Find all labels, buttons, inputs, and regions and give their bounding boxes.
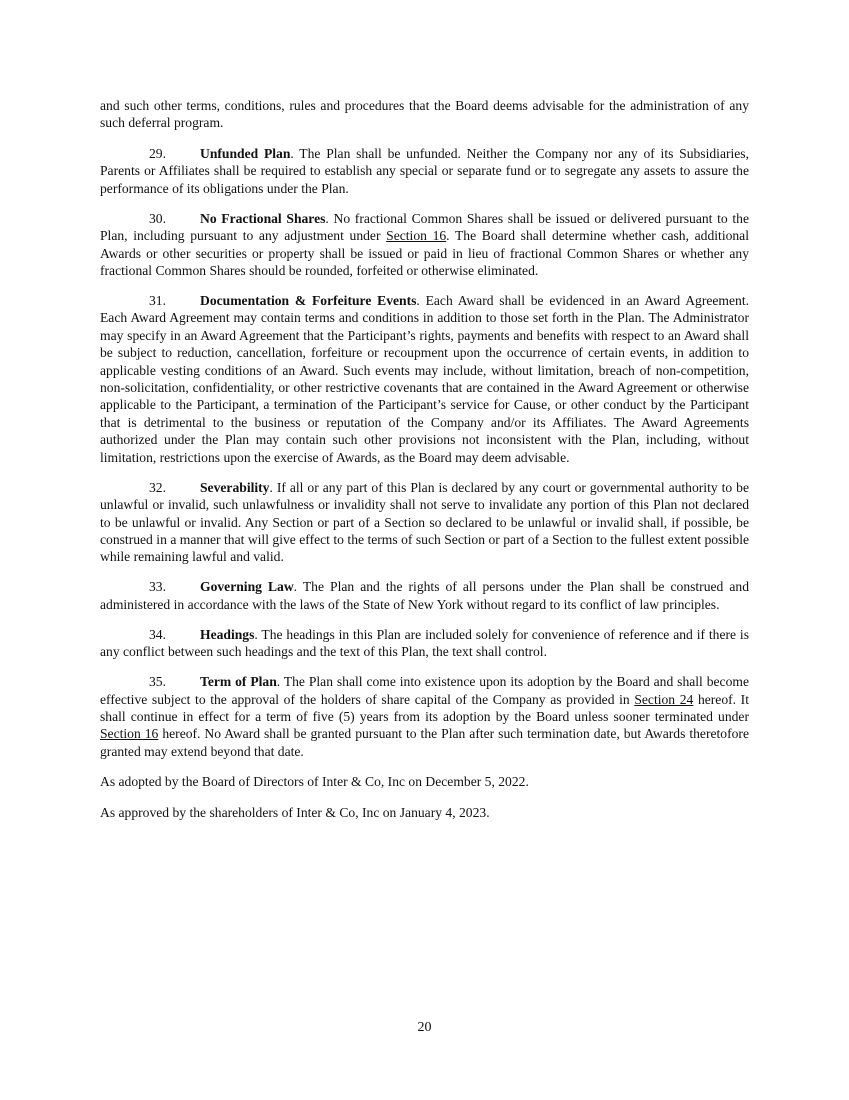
section-text: . The Plan and the rights of all persons under the Plan shall be construed and administered in accordance with the laws of the State of New York without regard to its conflict of law principles. [100,579,749,612]
section-number: 34. [149,626,166,642]
section-heading: No Fractional Shares [200,210,326,226]
section-text: hereof. It shall continue in effect for a term of five (5) years from its adoption by the Board unless sooner terminated under [100,691,749,724]
section-number: 31. [149,293,166,309]
section-16-reference: Section 16 [386,228,447,244]
section-number: 29. [149,146,166,161]
document-page [100,97,749,835]
section-heading: Headings [200,626,255,642]
continued-paragraph: and such other terms, conditions, rules and procedures that the Board deems advisable for the administration of any such deferral program. [100,98,749,131]
section-text: . The headings in this Plan are included solely for convenience of reference and if there is any conflict between such headings and the text of this Plan, the text shall control. [100,626,749,660]
section-30 [100,210,749,280]
section-29 [100,145,749,197]
section-32 [100,479,749,566]
section-text: . No fractional Common Shares shall be issued or delivered pursuant to the Plan, including pursuant to any adjustment under [100,210,749,244]
section-16-reference: Section 16 [100,726,159,742]
approval-note: As approved by the shareholders of Inter & Co, Inc on January 4, 2023. [100,804,490,820]
section-number: 32. [149,479,166,495]
section-heading: Documentation & Forfeiture Events [200,293,417,309]
section-heading: Severability [200,479,270,495]
section-text: hereof. No Award shall be granted pursuant to the Plan after such termination date, but Awards theretofore granted may extend beyond that date. [100,726,749,759]
section-heading: Term of Plan [200,674,277,690]
section-text: . The Board shall determine whether cash, additional Awards or other securities or property shall be issued or paid in lieu of fractional Common Shares or whether any fractional Common Shares should be rounded, forfeited or otherwise eliminated. [100,228,749,279]
page-number: 20 [417,1020,432,1035]
adoption-note: As adopted by the Board of Directors of Inter & Co, Inc on December 5, 2022. [100,773,529,789]
section-heading: Governing Law [200,579,294,595]
section-number: 30. [149,210,166,226]
section-31 [100,292,749,466]
section-number: 33. [149,579,166,595]
section-text: . The Plan shall be unfunded. Neither the Company nor any of its Subsidiaries, Parents or Affiliates shall be required to establish any special or separate fund or to segregate any assets to assure the performance of its obligations under the Plan. [100,146,749,196]
section-33 [100,578,749,613]
section-number: 35. [149,674,166,690]
section-text: . Each Award shall be evidenced in an Award Agreement. Each Award Agreement may contain terms and conditions in addition to those set forth in the Plan. The Administrator may specify in an Award Agreement that the Participant’s rights, payments and benefits with respect to an Award shall be subject to reduction, cancellation, forfeiture or recoupment upon the occurrence of certain events, in addition to applicable vesting conditions of an Award. Such events may include, without limitation, breach of non-competition, non-solicitation, confidentiality, or other restrictive covenants that are contained in the Award Agreement or otherwise applicable to the Participant, a termination of the Participant’s service for Cause, or other conduct by the Participant that is detrimental to the business or reputation of the Company and/or its Affiliates. The Award Agreements authorized under the Plan may contain such other provisions not inconsistent with the Plan, including, without limitation, restrictions upon the exercise of Awards, as the Board may deem advisable. [100,293,749,465]
section-24-reference: Section 24 [634,691,694,707]
section-35 [100,673,749,760]
section-text: . The Plan shall come into existence upon its adoption by the Board and shall become effective subject to the approval of the holders of share capital of the Company as provided in [100,674,749,707]
section-text: . If all or any part of this Plan is declared by any court or governmental authority to be unlawful or invalid, such unlawfulness or invalidity shall not serve to invalidate any portion of this Plan not declared to be unlawful or invalid. Any Section or part of a Section so declared to be unlawful or invalid shall, if possible, be construed in a manner that will give effect to the terms of such Section or part of a Section to the fullest extent possible while remaining lawful and valid. [100,479,749,565]
section-34 [100,626,749,661]
section-heading: Unfunded Plan [200,146,291,161]
